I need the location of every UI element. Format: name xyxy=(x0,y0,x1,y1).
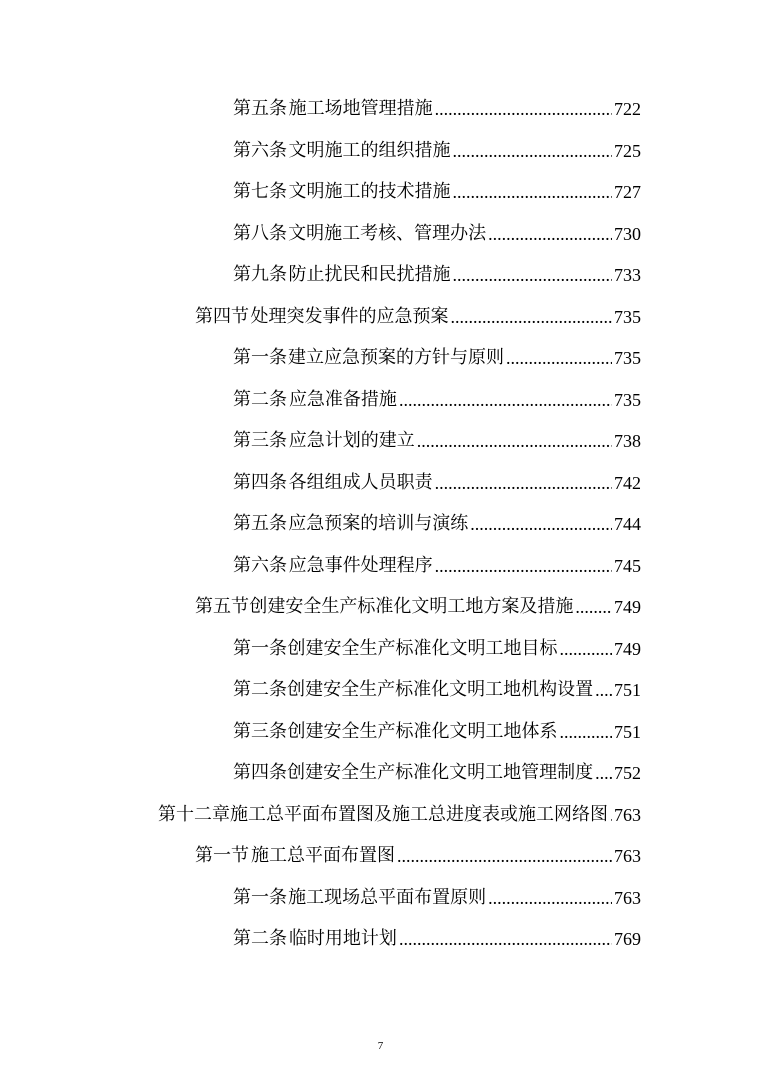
toc-entry[interactable] xyxy=(233,387,641,413)
toc-leader-dots xyxy=(488,885,612,911)
toc-leader-dots xyxy=(595,760,612,786)
toc-entry[interactable] xyxy=(233,96,641,122)
toc-entry-number: 第七条 xyxy=(233,181,287,202)
toc-entry-page: 744 xyxy=(614,514,641,534)
toc-entry[interactable] xyxy=(233,719,641,745)
toc-entry-number: 第八条 xyxy=(233,223,287,244)
toc-entry[interactable] xyxy=(233,760,641,786)
toc-entry-title: 文明施工的技术措施 xyxy=(288,181,451,202)
toc-entry-number: 第一条 xyxy=(233,887,287,908)
toc-entry-title: 临时用地计划 xyxy=(288,928,397,949)
toc-entry[interactable] xyxy=(233,179,641,205)
toc-entry-number: 第三条 xyxy=(233,430,287,451)
toc-entry-title: 施工总平面布置图及施工总进度表或施工网络图 xyxy=(230,804,609,825)
toc-entry[interactable] xyxy=(233,926,641,952)
toc-leader-dots xyxy=(559,719,612,745)
toc-entry-number: 第四条 xyxy=(233,762,287,783)
toc-entry[interactable] xyxy=(195,304,641,330)
toc-entry[interactable] xyxy=(233,428,641,454)
toc-leader-dots xyxy=(506,345,612,371)
toc-entry-title: 文明施工考核、管理办法 xyxy=(288,223,487,244)
toc-entry-title: 处理突发事件的应急预案 xyxy=(250,306,449,327)
toc-leader-dots xyxy=(610,802,612,828)
toc-entry-number: 第二条 xyxy=(233,679,287,700)
toc-entry-page: 769 xyxy=(614,929,641,949)
toc-entry-number: 第四条 xyxy=(233,472,287,493)
toc-entry-title: 创建安全生产标准化文明工地目标 xyxy=(287,638,558,659)
toc-entry-title: 创建安全生产标准化文明工地体系 xyxy=(287,721,558,742)
toc-entry-page: 763 xyxy=(614,846,641,866)
toc-entry-page: 733 xyxy=(614,265,641,285)
toc-entry[interactable] xyxy=(233,138,641,164)
toc-entry-title: 施工现场总平面布置原则 xyxy=(288,887,487,908)
toc-entry-title: 防止扰民和民扰措施 xyxy=(288,264,451,285)
toc-entry[interactable] xyxy=(233,677,641,703)
toc-entry-page: 735 xyxy=(614,307,641,327)
toc-entry-number: 第六条 xyxy=(233,140,287,161)
toc-entry-number: 第一节 xyxy=(195,845,249,866)
toc-leader-dots xyxy=(399,926,612,952)
toc-entry-page: 722 xyxy=(614,99,641,119)
toc-entry-page: 749 xyxy=(614,597,641,617)
toc-entry-number: 第一条 xyxy=(233,347,287,368)
toc-entry[interactable] xyxy=(195,594,641,620)
toc-entry-page: 763 xyxy=(614,888,641,908)
toc-entry-page: 735 xyxy=(614,348,641,368)
toc-leader-dots xyxy=(417,428,612,454)
toc-entry-number: 第十二章 xyxy=(158,804,230,825)
toc-entry-page: 727 xyxy=(614,182,641,202)
toc-entry-number: 第二条 xyxy=(233,389,287,410)
toc-entry-number: 第五条 xyxy=(233,513,287,534)
toc-entry[interactable] xyxy=(233,221,641,247)
toc-entry[interactable] xyxy=(233,553,641,579)
toc-entry-number: 第五节 xyxy=(195,596,249,617)
toc-entry-title: 施工总平面布置图 xyxy=(250,845,395,866)
toc-leader-dots xyxy=(452,138,612,164)
toc-entry-title: 建立应急预案的方针与原则 xyxy=(287,347,504,368)
toc-entry-number: 第九条 xyxy=(233,264,287,285)
toc-leader-dots xyxy=(595,677,612,703)
toc-leader-dots xyxy=(452,262,612,288)
toc-leader-dots xyxy=(435,96,612,122)
toc-entry-page: 745 xyxy=(614,556,641,576)
toc-entry[interactable] xyxy=(233,470,641,496)
toc-entry-title: 施工场地管理措施 xyxy=(288,98,433,119)
toc-entry-page: 752 xyxy=(614,763,641,783)
toc-leader-dots xyxy=(435,470,612,496)
toc-leader-dots xyxy=(488,221,612,247)
toc-entry-title: 应急事件处理程序 xyxy=(288,555,433,576)
toc-leader-dots xyxy=(575,594,612,620)
toc-leader-dots xyxy=(559,636,612,662)
toc-entry[interactable] xyxy=(233,885,641,911)
toc-entry-number: 第三条 xyxy=(233,721,287,742)
toc-entry-page: 730 xyxy=(614,224,641,244)
toc-entry-title: 创建安全生产标准化文明工地管理制度 xyxy=(287,762,594,783)
toc-entry-number: 第六条 xyxy=(233,555,287,576)
toc-entry[interactable] xyxy=(233,511,641,537)
toc-entry-page: 742 xyxy=(614,473,641,493)
toc-entry-title: 应急预案的培训与演练 xyxy=(288,513,469,534)
toc-entry[interactable] xyxy=(233,262,641,288)
toc-entry-title: 各组组成人员职责 xyxy=(288,472,433,493)
toc-entry-number: 第二条 xyxy=(233,928,287,949)
toc-entry-number: 第五条 xyxy=(233,98,287,119)
toc-leader-dots xyxy=(397,843,612,869)
toc-entry-number: 第四节 xyxy=(195,306,249,327)
toc-entry[interactable] xyxy=(233,345,641,371)
toc-entry[interactable] xyxy=(233,636,641,662)
toc-leader-dots xyxy=(435,553,612,579)
toc-entry-title: 应急准备措施 xyxy=(288,389,397,410)
toc-entry[interactable] xyxy=(158,802,641,828)
toc-entry-page: 725 xyxy=(614,141,641,161)
toc-leader-dots xyxy=(470,511,612,537)
toc-entry-number: 第一条 xyxy=(233,638,287,659)
toc-entry-title: 文明施工的组织措施 xyxy=(288,140,451,161)
toc-entry-page: 763 xyxy=(614,805,641,825)
toc-entry-page: 751 xyxy=(614,680,641,700)
toc-entry-page: 738 xyxy=(614,431,641,451)
toc-entry-page: 751 xyxy=(614,722,641,742)
toc-leader-dots xyxy=(399,387,612,413)
toc-entry-title: 应急计划的建立 xyxy=(288,430,415,451)
toc-entry[interactable] xyxy=(195,843,641,869)
toc-entry-title: 创建安全生产标准化文明工地机构设置 xyxy=(287,679,594,700)
page-number: 7 xyxy=(377,1040,384,1052)
toc-entry-page: 749 xyxy=(614,639,641,659)
toc-leader-dots xyxy=(450,304,612,330)
toc-entry-page: 735 xyxy=(614,390,641,410)
toc-leader-dots xyxy=(452,179,612,205)
toc-entry-title: 创建安全生产标准化文明工地方案及措施 xyxy=(249,596,574,617)
